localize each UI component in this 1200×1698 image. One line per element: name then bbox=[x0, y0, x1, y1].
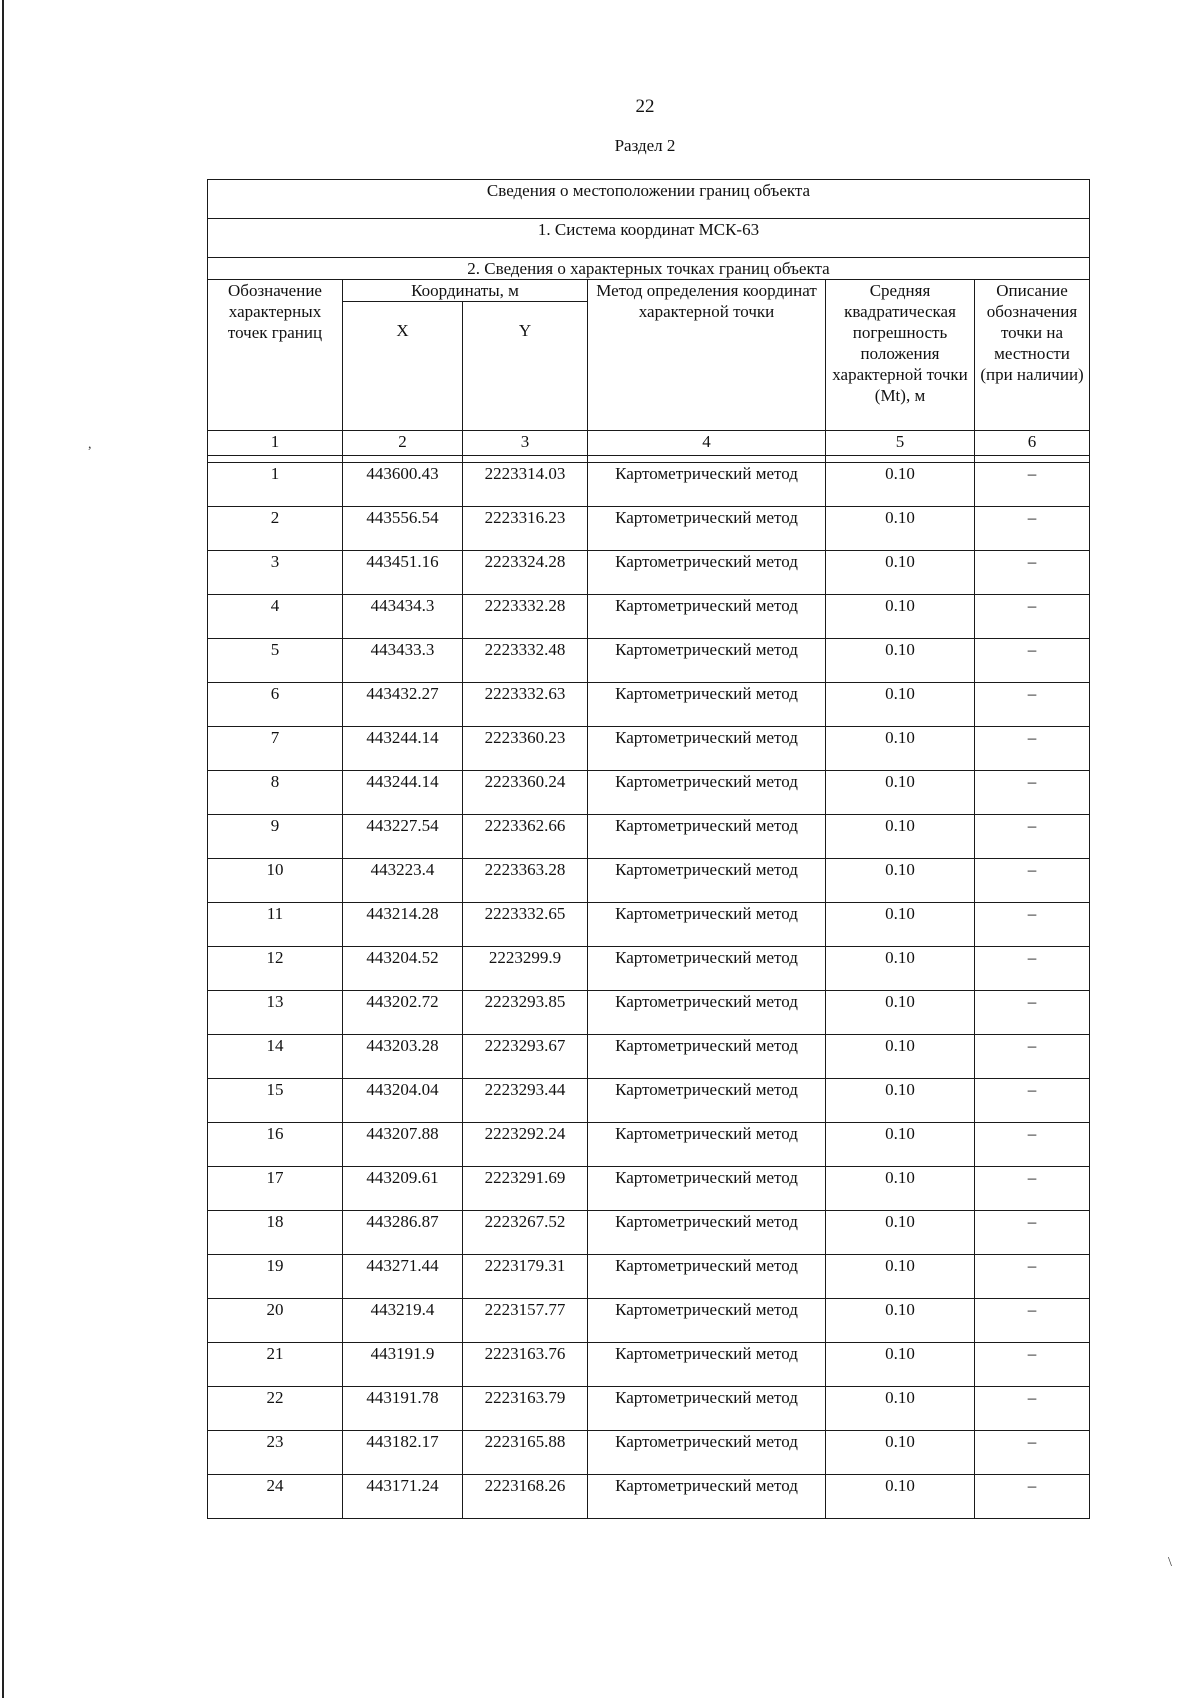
method-cell: Картометрический метод bbox=[588, 1431, 826, 1475]
point-number-cell: 9 bbox=[208, 815, 343, 859]
scan-artifact-mark: , bbox=[88, 437, 92, 452]
method-cell: Картометрический метод bbox=[588, 859, 826, 903]
scan-artifact-mark: \ bbox=[1168, 1555, 1172, 1570]
description-cell: – bbox=[975, 815, 1090, 859]
coord-x-cell: 443203.28 bbox=[343, 1035, 463, 1079]
coord-y-cell: 2223316.23 bbox=[463, 507, 588, 551]
error-value-cell: 0.10 bbox=[826, 1387, 975, 1431]
coord-y-cell: 2223168.26 bbox=[463, 1475, 588, 1519]
method-cell: Картометрический метод bbox=[588, 727, 826, 771]
description-cell: – bbox=[975, 1475, 1090, 1519]
point-number-cell: 18 bbox=[208, 1211, 343, 1255]
error-value-cell: 0.10 bbox=[826, 463, 975, 507]
coord-x-cell: 443209.61 bbox=[343, 1167, 463, 1211]
header-error-text: Средняя квадратическая погрешность положения характерной точки (Mt), м bbox=[832, 281, 968, 405]
coord-y-cell: 2223299.9 bbox=[463, 947, 588, 991]
method-cell: Картометрический метод bbox=[588, 1387, 826, 1431]
point-number-cell: 1 bbox=[208, 463, 343, 507]
method-cell: Картометрический метод bbox=[588, 1475, 826, 1519]
error-value-cell: 0.10 bbox=[826, 1079, 975, 1123]
coord-x-cell: 443204.52 bbox=[343, 947, 463, 991]
table-row bbox=[208, 463, 1090, 507]
error-value-cell: 0.10 bbox=[826, 815, 975, 859]
coord-x-cell: 443191.78 bbox=[343, 1387, 463, 1431]
coord-y-cell: 2223291.69 bbox=[463, 1167, 588, 1211]
coord-x-cell: 443451.16 bbox=[343, 551, 463, 595]
coord-x-cell: 443433.3 bbox=[343, 639, 463, 683]
coord-y-cell: 2223157.77 bbox=[463, 1299, 588, 1343]
point-number-cell: 6 bbox=[208, 683, 343, 727]
header-designation: Обозначение характерных точек границ bbox=[208, 280, 343, 431]
error-value-cell: 0.10 bbox=[826, 551, 975, 595]
coord-x-cell: 443244.14 bbox=[343, 727, 463, 771]
point-number-cell: 13 bbox=[208, 991, 343, 1035]
description-cell: – bbox=[975, 595, 1090, 639]
page-number: 22 bbox=[635, 96, 655, 117]
method-cell: Картометрический метод bbox=[588, 991, 826, 1035]
coord-y-cell: 2223332.63 bbox=[463, 683, 588, 727]
table-row bbox=[208, 1255, 1090, 1299]
error-value-cell: 0.10 bbox=[826, 947, 975, 991]
error-value-cell: 0.10 bbox=[826, 683, 975, 727]
coord-y-cell: 2223360.23 bbox=[463, 727, 588, 771]
description-cell: – bbox=[975, 1431, 1090, 1475]
coord-y-cell: 2223293.85 bbox=[463, 991, 588, 1035]
point-number-cell: 12 bbox=[208, 947, 343, 991]
coord-x-cell: 443219.4 bbox=[343, 1299, 463, 1343]
description-cell: – bbox=[975, 1343, 1090, 1387]
point-number-cell: 10 bbox=[208, 859, 343, 903]
point-number-cell: 17 bbox=[208, 1167, 343, 1211]
coord-x-cell: 443227.54 bbox=[343, 815, 463, 859]
method-cell: Картометрический метод bbox=[588, 771, 826, 815]
error-value-cell: 0.10 bbox=[826, 1299, 975, 1343]
description-cell: – bbox=[975, 1299, 1090, 1343]
coord-y-cell: 2223332.28 bbox=[463, 595, 588, 639]
header-description: Описание обозначения точки на местности (при наличии) bbox=[975, 280, 1090, 431]
column-number: 2 bbox=[343, 431, 463, 456]
point-number-cell: 14 bbox=[208, 1035, 343, 1079]
method-cell: Картометрический метод bbox=[588, 903, 826, 947]
table-row bbox=[208, 595, 1090, 639]
point-number-cell: 20 bbox=[208, 1299, 343, 1343]
table-row bbox=[208, 1387, 1090, 1431]
coord-x-cell: 443202.72 bbox=[343, 991, 463, 1035]
method-cell: Картометрический метод bbox=[588, 1123, 826, 1167]
coord-x-cell: 443207.88 bbox=[343, 1123, 463, 1167]
method-cell: Картометрический метод bbox=[588, 1079, 826, 1123]
table-row bbox=[208, 991, 1090, 1035]
coord-x-cell: 443214.28 bbox=[343, 903, 463, 947]
coord-x-cell: 443171.24 bbox=[343, 1475, 463, 1519]
error-value-cell: 0.10 bbox=[826, 903, 975, 947]
table-row bbox=[208, 1035, 1090, 1079]
coord-y-cell: 2223360.24 bbox=[463, 771, 588, 815]
description-cell: – bbox=[975, 727, 1090, 771]
error-value-cell: 0.10 bbox=[826, 1431, 975, 1475]
method-cell: Картометрический метод bbox=[588, 595, 826, 639]
scan-margin-line bbox=[2, 0, 4, 1698]
error-value-cell: 0.10 bbox=[826, 1123, 975, 1167]
coord-y-cell: 2223363.28 bbox=[463, 859, 588, 903]
error-value-cell: 0.10 bbox=[826, 991, 975, 1035]
header-method: Метод определения координат характерной точки bbox=[588, 280, 826, 431]
coord-y-cell: 2223267.52 bbox=[463, 1211, 588, 1255]
table-row bbox=[208, 859, 1090, 903]
coordinate-system: 1. Система координат МСК-63 bbox=[208, 219, 1090, 258]
point-number-cell: 5 bbox=[208, 639, 343, 683]
method-cell: Картометрический метод bbox=[588, 1035, 826, 1079]
method-cell: Картометрический метод bbox=[588, 1211, 826, 1255]
table-title: Сведения о местоположении границ объекта bbox=[208, 180, 1090, 219]
description-cell: – bbox=[975, 507, 1090, 551]
point-number-cell: 24 bbox=[208, 1475, 343, 1519]
coord-y-cell: 2223332.48 bbox=[463, 639, 588, 683]
coord-y-cell: 2223314.03 bbox=[463, 463, 588, 507]
column-number: 4 bbox=[588, 431, 826, 456]
coord-y-cell: 2223293.67 bbox=[463, 1035, 588, 1079]
table-row bbox=[208, 771, 1090, 815]
description-cell: – bbox=[975, 1035, 1090, 1079]
table-row bbox=[208, 815, 1090, 859]
point-number-cell: 7 bbox=[208, 727, 343, 771]
table-row bbox=[208, 1167, 1090, 1211]
table-row bbox=[208, 1079, 1090, 1123]
coord-y-cell: 2223165.88 bbox=[463, 1431, 588, 1475]
column-number: 3 bbox=[463, 431, 588, 456]
point-number-cell: 2 bbox=[208, 507, 343, 551]
point-number-cell: 23 bbox=[208, 1431, 343, 1475]
table-row bbox=[208, 947, 1090, 991]
coord-y-cell: 2223293.44 bbox=[463, 1079, 588, 1123]
coord-x-cell: 443223.4 bbox=[343, 859, 463, 903]
description-cell: – bbox=[975, 1387, 1090, 1431]
table-row bbox=[208, 1299, 1090, 1343]
coord-x-cell: 443182.17 bbox=[343, 1431, 463, 1475]
point-number-cell: 4 bbox=[208, 595, 343, 639]
table-row bbox=[208, 1123, 1090, 1167]
method-cell: Картометрический метод bbox=[588, 947, 826, 991]
method-cell: Картометрический метод bbox=[588, 507, 826, 551]
boundary-points-table bbox=[207, 179, 1090, 1519]
method-cell: Картометрический метод bbox=[588, 551, 826, 595]
coord-x-cell: 443271.44 bbox=[343, 1255, 463, 1299]
table-row bbox=[208, 639, 1090, 683]
header-y: Y bbox=[463, 302, 588, 431]
error-value-cell: 0.10 bbox=[826, 771, 975, 815]
description-cell: – bbox=[975, 1079, 1090, 1123]
error-value-cell: 0.10 bbox=[826, 1035, 975, 1079]
description-cell: – bbox=[975, 771, 1090, 815]
section-title: Раздел 2 bbox=[614, 136, 676, 155]
header-x: X bbox=[343, 302, 463, 431]
point-number-cell: 22 bbox=[208, 1387, 343, 1431]
coord-x-cell: 443600.43 bbox=[343, 463, 463, 507]
point-number-cell: 11 bbox=[208, 903, 343, 947]
coord-y-cell: 2223163.79 bbox=[463, 1387, 588, 1431]
coord-y-cell: 2223179.31 bbox=[463, 1255, 588, 1299]
description-cell: – bbox=[975, 1255, 1090, 1299]
table-row bbox=[208, 903, 1090, 947]
coord-x-cell: 443434.3 bbox=[343, 595, 463, 639]
column-number: 1 bbox=[208, 431, 343, 456]
coord-x-cell: 443244.14 bbox=[343, 771, 463, 815]
coord-y-cell: 2223163.76 bbox=[463, 1343, 588, 1387]
error-value-cell: 0.10 bbox=[826, 507, 975, 551]
description-cell: – bbox=[975, 1123, 1090, 1167]
error-value-cell: 0.10 bbox=[826, 1343, 975, 1387]
description-cell: – bbox=[975, 463, 1090, 507]
coord-y-cell: 2223324.28 bbox=[463, 551, 588, 595]
method-cell: Картометрический метод bbox=[588, 639, 826, 683]
description-cell: – bbox=[975, 1167, 1090, 1211]
error-value-cell: 0.10 bbox=[826, 727, 975, 771]
description-cell: – bbox=[975, 859, 1090, 903]
error-value-cell: 0.10 bbox=[826, 1255, 975, 1299]
description-cell: – bbox=[975, 903, 1090, 947]
table-row bbox=[208, 551, 1090, 595]
table-row bbox=[208, 683, 1090, 727]
point-number-cell: 8 bbox=[208, 771, 343, 815]
error-value-cell: 0.10 bbox=[826, 1167, 975, 1211]
table-row bbox=[208, 1475, 1090, 1519]
coord-x-cell: 443191.9 bbox=[343, 1343, 463, 1387]
coord-x-cell: 443432.27 bbox=[343, 683, 463, 727]
coord-y-cell: 2223292.24 bbox=[463, 1123, 588, 1167]
point-number-cell: 21 bbox=[208, 1343, 343, 1387]
description-cell: – bbox=[975, 639, 1090, 683]
description-cell: – bbox=[975, 551, 1090, 595]
point-number-cell: 3 bbox=[208, 551, 343, 595]
coord-y-cell: 2223332.65 bbox=[463, 903, 588, 947]
table-row bbox=[208, 1343, 1090, 1387]
coord-x-cell: 443286.87 bbox=[343, 1211, 463, 1255]
table-row bbox=[208, 1211, 1090, 1255]
description-cell: – bbox=[975, 1211, 1090, 1255]
error-value-cell: 0.10 bbox=[826, 639, 975, 683]
description-cell: – bbox=[975, 991, 1090, 1035]
table-row bbox=[208, 1431, 1090, 1475]
error-value-cell: 0.10 bbox=[826, 1475, 975, 1519]
error-value-cell: 0.10 bbox=[826, 595, 975, 639]
method-cell: Картометрический метод bbox=[588, 1255, 826, 1299]
coord-x-cell: 443204.04 bbox=[343, 1079, 463, 1123]
point-number-cell: 19 bbox=[208, 1255, 343, 1299]
method-cell: Картометрический метод bbox=[588, 1299, 826, 1343]
method-cell: Картометрический метод bbox=[588, 815, 826, 859]
description-cell: – bbox=[975, 683, 1090, 727]
error-value-cell: 0.10 bbox=[826, 1211, 975, 1255]
column-number: 6 bbox=[975, 431, 1090, 456]
description-cell: – bbox=[975, 947, 1090, 991]
table-row bbox=[208, 507, 1090, 551]
point-number-cell: 15 bbox=[208, 1079, 343, 1123]
column-number: 5 bbox=[826, 431, 975, 456]
header-error bbox=[826, 280, 975, 431]
method-cell: Картометрический метод bbox=[588, 463, 826, 507]
coord-y-cell: 2223362.66 bbox=[463, 815, 588, 859]
table-row bbox=[208, 727, 1090, 771]
method-cell: Картометрический метод bbox=[588, 683, 826, 727]
method-cell: Картометрический метод bbox=[588, 1167, 826, 1211]
header-coordinates: Координаты, м bbox=[343, 280, 588, 302]
points-caption: 2. Сведения о характерных точках границ объекта bbox=[208, 258, 1090, 280]
error-value-cell: 0.10 bbox=[826, 859, 975, 903]
method-cell: Картометрический метод bbox=[588, 1343, 826, 1387]
coord-x-cell: 443556.54 bbox=[343, 507, 463, 551]
point-number-cell: 16 bbox=[208, 1123, 343, 1167]
